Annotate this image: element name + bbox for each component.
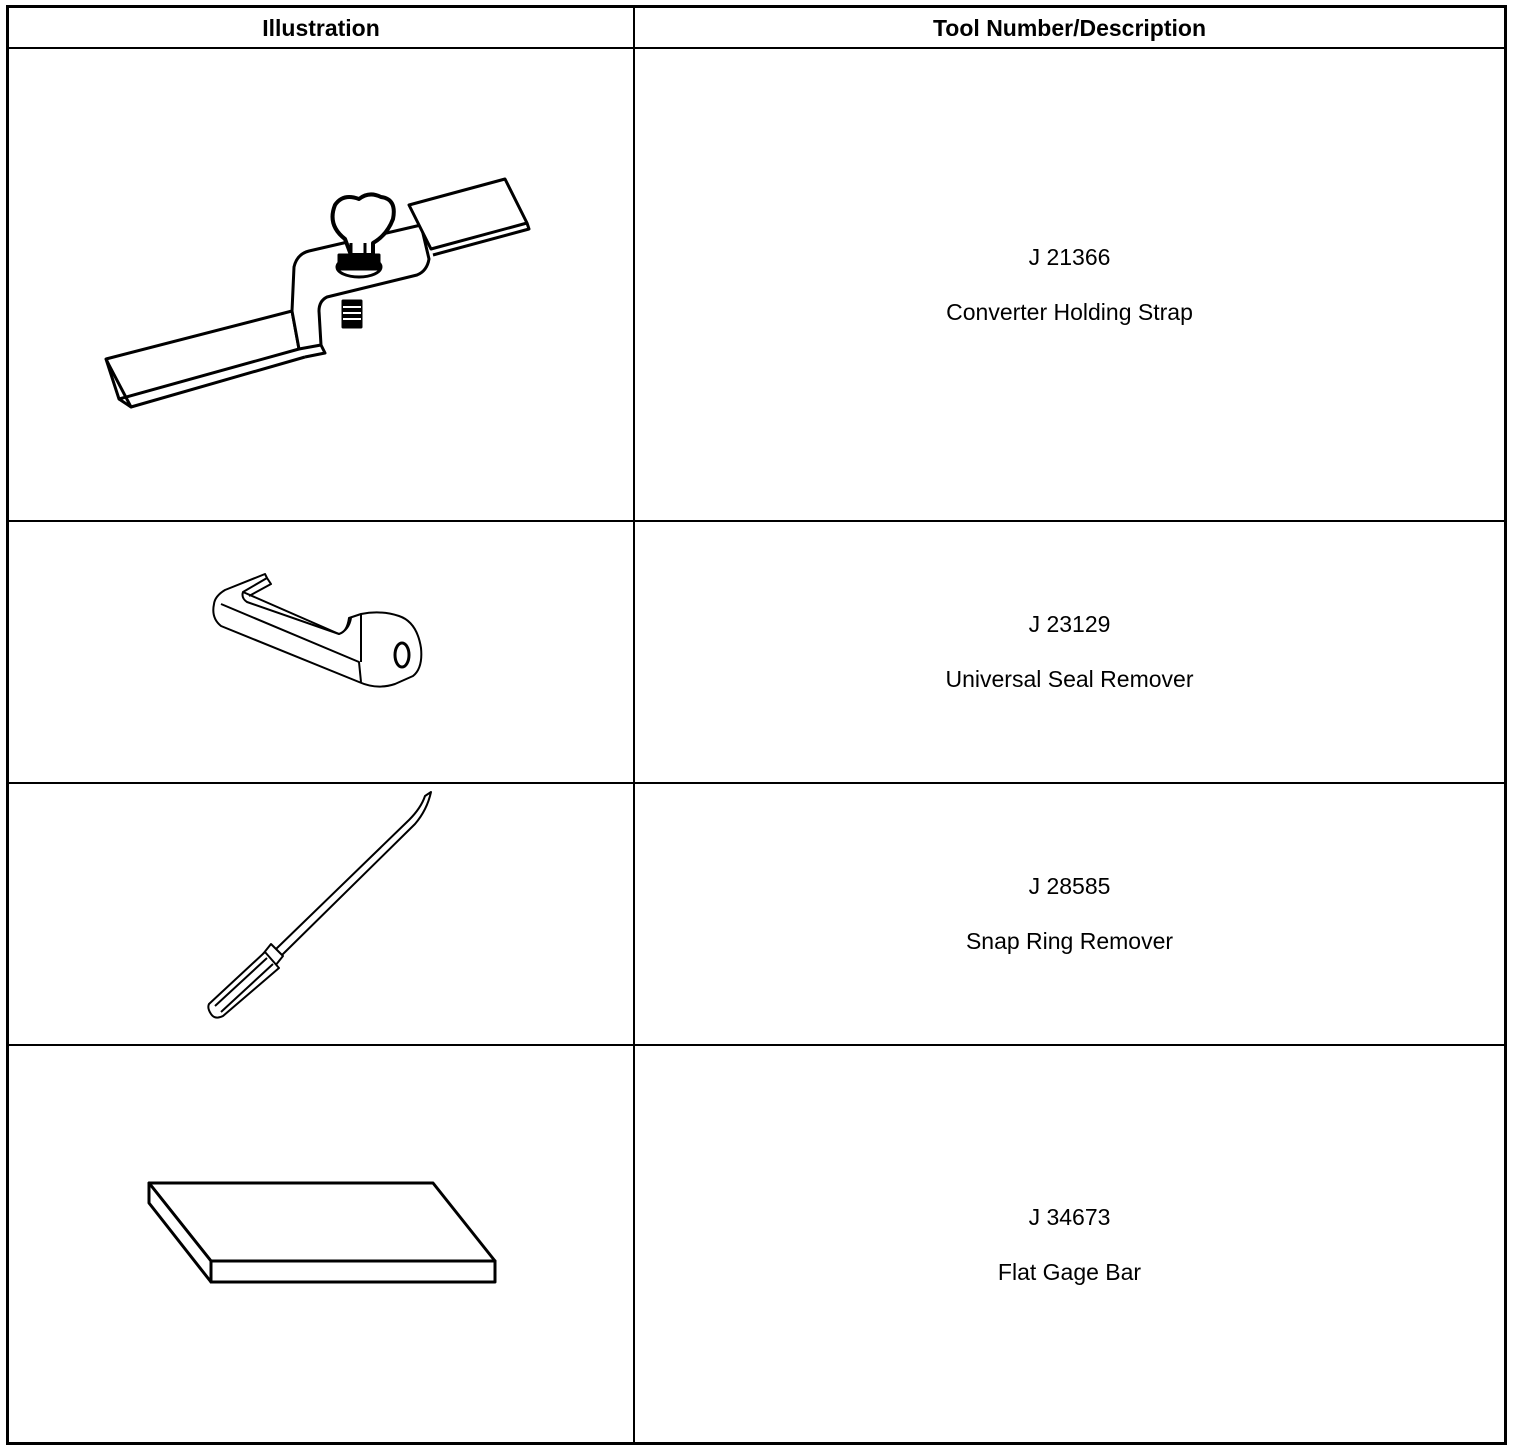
- converter-holding-strap-icon: [9, 49, 633, 520]
- universal-seal-remover-icon: [9, 522, 633, 782]
- flat-gage-bar-icon: [9, 1046, 633, 1443]
- table-row: [9, 522, 633, 782]
- table-row: [9, 49, 633, 520]
- tool-description: Universal Seal Remover: [945, 666, 1194, 692]
- table-row: [9, 1046, 633, 1443]
- tool-number: J 34673: [1028, 1203, 1111, 1230]
- header-illustration: Illustration: [262, 14, 380, 41]
- tool-number: J 28585: [1028, 873, 1111, 899]
- header-tool-number-description: Tool Number/Description: [932, 14, 1207, 41]
- tool-description: Snap Ring Remover: [965, 928, 1174, 954]
- tool-description: Converter Holding Strap: [946, 298, 1193, 325]
- tool-number: J 23129: [1028, 611, 1111, 637]
- snap-ring-remover-icon: [9, 784, 633, 1044]
- tool-description: Flat Gage Bar: [997, 1258, 1142, 1285]
- table-row: [635, 522, 1504, 782]
- table-row: [9, 784, 633, 1044]
- table-row: [635, 49, 1504, 520]
- tool-number: J 21366: [1028, 243, 1111, 270]
- table-row: [635, 784, 1504, 1044]
- table-row: [635, 1046, 1504, 1443]
